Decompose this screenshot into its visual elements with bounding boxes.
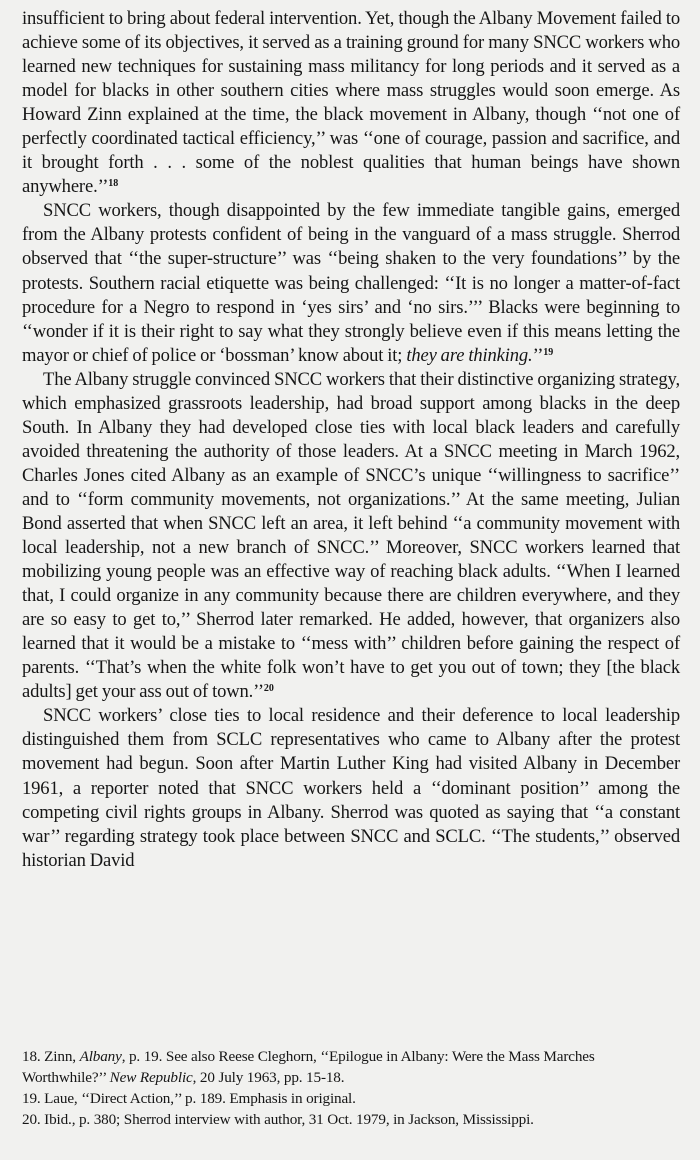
paragraph-3 xyxy=(22,368,680,705)
footnote-20 xyxy=(22,1109,680,1130)
footnote-20-text: 20. Ibid., p. 380; Sherrod interview with author, 31 Oct. 1979, in Jackson, Mississippi. xyxy=(22,1111,534,1128)
footnote-18-part-b: , p. 19. See also Reese Cleghorn, ‘‘Epilogue in Albany: Were the Mass Marches Worthwhile?’’ xyxy=(22,1048,595,1086)
footnote-18-part-c: , 20 July 1963, pp. 15-18. xyxy=(192,1069,345,1086)
paragraph-1-text: insufficient to bring about federal intervention. Yet, though the Albany Movement failed to achieve some of its objectives, it served as a training ground for many SNCC workers who learned new techniques for sustaining mass militancy for long periods and it served as a model for blacks in other southern cities where mass struggles would soon emerge. As Howard Zinn explained at the time, the black movement in Albany, though ‘‘not one of perfectly coordinated tactical efficiency,’’ was ‘‘one of courage, passion and sacrifice, and it brought forth . . . some of the noblest qualities that human beings have shown anywhere.’’ xyxy=(22,8,680,198)
paragraph-4-text: SNCC workers’ close ties to local residence and their deference to local leadership distinguished them from SCLC representatives who came to Albany after the protest movement had begun. Soon after Martin Luther King had visited Albany in December 1961, a reporter noted that SNCC workers held a ‘‘dominant position’’ among the competing civil rights groups in Albany. Sherrod was quoted as saying that ‘‘a constant war’’ regarding strategy took place between SNCC and SCLC. ‘‘The students,’’ observed historian David xyxy=(22,705,680,871)
footnote-18-part-a: 18. Zinn, xyxy=(22,1048,80,1065)
paragraph-4 xyxy=(22,704,680,872)
paragraph-2 xyxy=(22,199,680,367)
paragraph-2-emphasis: they are thinking. xyxy=(406,344,533,366)
footnote-ref-18: 18 xyxy=(108,178,119,190)
footnote-19-text: 19. Laue, ‘‘Direct Action,’’ p. 189. Emphasis in original. xyxy=(22,1090,356,1107)
paragraph-3-text: The Albany struggle convinced SNCC workers that their distinctive organizing strategy, which emphasized grassroots leadership, had broad support among blacks in the deep South. In Albany they had developed close ties with local black leaders and carefully avoided threatening the authority of those leaders. At a SNCC meeting in March 1962, Charles Jones cited Albany as an example of SNCC’s unique ‘‘willingness to sacrifice’’ and to ‘‘form community movements, not organizations.’’ At the same meeting, Julian Bond asserted that when SNCC left an area, it left behind ‘‘a community movement with local leadership, not a new branch of SNCC.’’ Moreover, SNCC workers learned that mobilizing young people was an effective way of reaching black adults. ‘‘When I learned that, I could organize in any community because there are children everywhere, and they are so easy to get to,’’ Sherrod later remarked. He added, however, that organizers also learned that it would be a mistake to ‘‘mess with’’ children before gaining the respect of parents. ‘‘That’s when the white folk won’t have to get you out of town; they [the black adults] get your ass out of town.’’ xyxy=(22,368,680,703)
body-text xyxy=(22,7,680,873)
footnotes xyxy=(22,1046,680,1130)
paragraph-1 xyxy=(22,7,680,199)
footnote-18-title-new-republic: New Republic xyxy=(109,1069,193,1086)
footnote-18-title-albany: Albany xyxy=(79,1048,122,1065)
footnote-18 xyxy=(22,1046,680,1088)
paragraph-2-close-quote: ’’ xyxy=(532,344,544,366)
footnote-ref-19: 19 xyxy=(543,346,554,358)
footnote-ref-20: 20 xyxy=(263,683,274,695)
footnote-19 xyxy=(22,1088,680,1109)
paragraph-2-text: SNCC workers, though disappointed by the few immediate tangible gains, emerged from the Albany protests confident of being in the vanguard of a mass struggle. Sherrod observed that ‘‘the super-structure’’ was ‘‘being shaken to the very foundations’’ by the protests. Southern racial etiquette was being challenged: ‘‘It is no longer a matter-of-fact procedure for a Negro to respond in ‘yes sirs’ and ‘no sirs.’’’ Blacks were beginning to ‘‘wonder if it is their right to say what they strongly believe even if this means letting the mayor or chief of police or ‘bossman’ know about it; xyxy=(22,200,680,366)
